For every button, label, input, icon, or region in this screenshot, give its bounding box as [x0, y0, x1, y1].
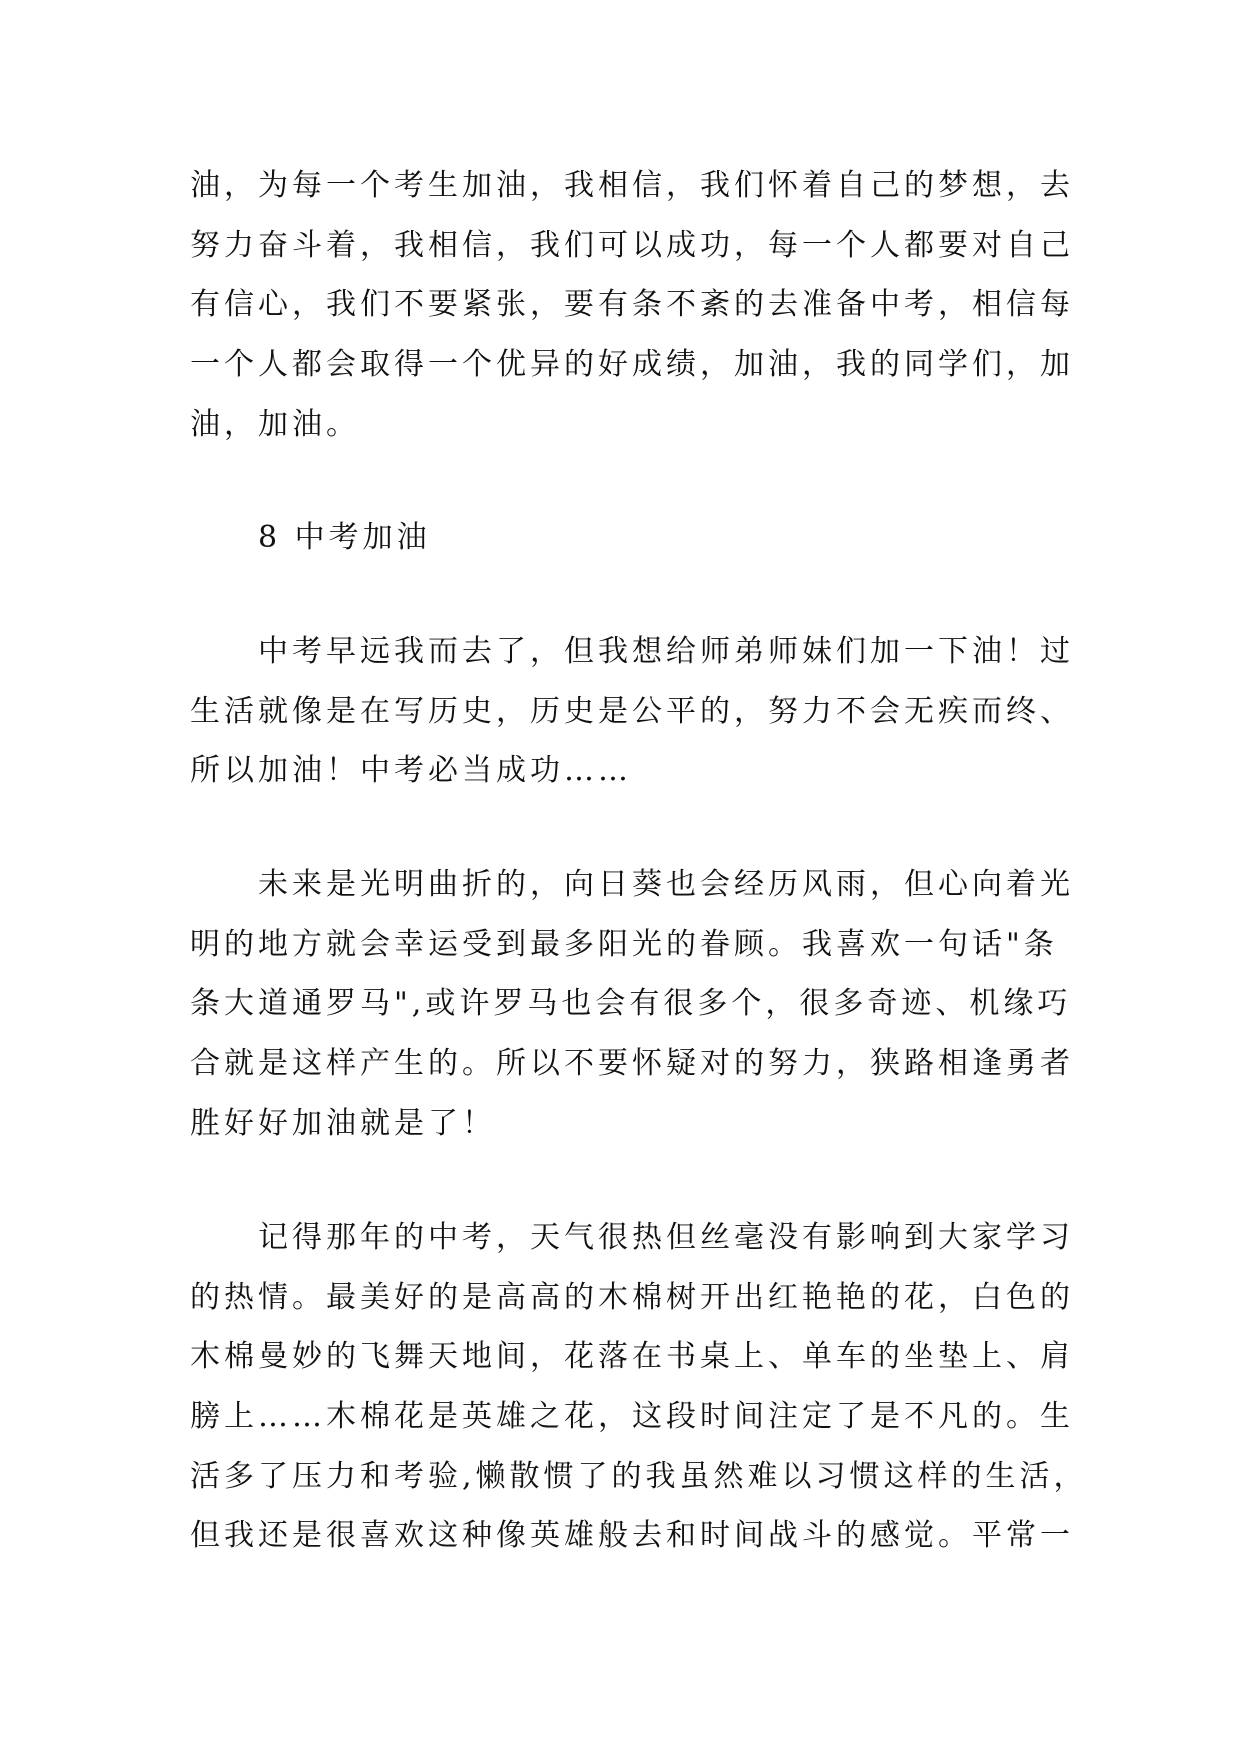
paragraph-line: 油，为每一个考生加油，我相信，我们怀着自己的梦想，去 — [190, 168, 1074, 203]
paragraph-line: 油，加油。 — [190, 407, 360, 442]
paragraph-line: 未来是光明曲折的，向日葵也会经历风雨，但心向着光 — [258, 867, 1074, 902]
paragraph-line: 生活就像是在写历史，历史是公平的，努力不会无疾而终、 — [190, 694, 1074, 729]
section-heading: 8 中考加油 — [258, 520, 431, 555]
paragraph-line: 记得那年的中考，天气很热但丝毫没有影响到大家学习 — [258, 1220, 1074, 1255]
paragraph-line: 的热情。最美好的是高高的木棉树开出红艳艳的花，白色的 — [190, 1280, 1074, 1315]
paragraph-line: 胜好好加油就是了！ — [190, 1106, 496, 1141]
paragraph-line: 木棉曼妙的飞舞天地间，花落在书桌上、单车的坐垫上、肩 — [190, 1339, 1074, 1374]
paragraph-line: 明的地方就会幸运受到最多阳光的眷顾。我喜欢一句话"条 — [190, 927, 1058, 962]
paragraph-line: 努力奋斗着，我相信，我们可以成功，每一个人都要对自己 — [190, 228, 1074, 263]
paragraph-line: 条大道通罗马",或许罗马也会有很多个，很多奇迹、机缘巧 — [190, 986, 1072, 1021]
paragraph-line: 但我还是很喜欢这种像英雄般去和时间战斗的感觉。平常一 — [190, 1518, 1074, 1553]
paragraph-line: 膀上……木棉花是英雄之花，这段时间注定了是不凡的。生 — [190, 1399, 1074, 1434]
paragraph-line: 合就是这样产生的。所以不要怀疑对的努力，狭路相逢勇者 — [190, 1046, 1074, 1081]
paragraph-line: 一个人都会取得一个优异的好成绩，加油，我的同学们，加 — [190, 347, 1074, 382]
paragraph-line: 所以加油！中考必当成功…… — [190, 753, 632, 788]
paragraph-line: 活多了压力和考验,懒散惯了的我虽然难以习惯这样的生活， — [190, 1459, 1088, 1494]
paragraph-line: 中考早远我而去了，但我想给师弟师妹们加一下油！过 — [258, 634, 1074, 669]
paragraph-line: 有信心，我们不要紧张，要有条不紊的去准备中考，相信每 — [190, 287, 1074, 322]
